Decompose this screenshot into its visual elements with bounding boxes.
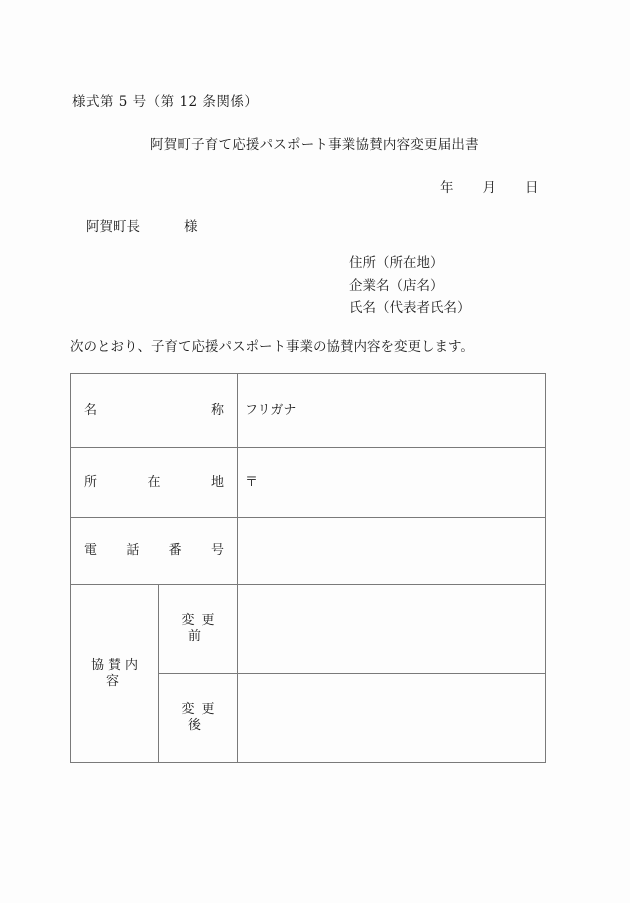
value-address[interactable] bbox=[238, 448, 546, 518]
year-label: 年 bbox=[440, 180, 454, 196]
label-name bbox=[71, 374, 238, 448]
label-char: 在 bbox=[147, 474, 161, 490]
applicant-company-label: 企業名（店名） bbox=[349, 277, 444, 294]
addressee-honorific: 様 bbox=[184, 219, 198, 235]
month-label: 月 bbox=[482, 180, 496, 196]
intro-text: 次のとおり、子育て応援パスポート事業の協賛内容を変更します。 bbox=[70, 339, 474, 355]
label-sponsorship-text: 協賛内容 bbox=[90, 657, 142, 689]
table-row-phone bbox=[71, 518, 546, 585]
form-number: 様式第 5 号（第 12 条関係） bbox=[72, 94, 259, 110]
value-name[interactable] bbox=[238, 374, 546, 448]
value-phone[interactable] bbox=[238, 518, 546, 585]
applicant-block bbox=[349, 252, 471, 320]
applicant-address-label: 住所（所在地） bbox=[349, 255, 444, 271]
label-char: 所 bbox=[84, 474, 98, 490]
label-sponsorship bbox=[71, 585, 159, 763]
label-change-before-text: 変更前 bbox=[181, 613, 222, 644]
label-phone bbox=[71, 518, 238, 585]
label-address bbox=[71, 448, 238, 518]
label-char: 名 bbox=[84, 402, 98, 418]
label-char: 番 bbox=[168, 543, 182, 559]
value-change-before[interactable] bbox=[238, 585, 546, 674]
date-line bbox=[440, 176, 539, 196]
label-char: 地 bbox=[210, 474, 224, 490]
label-change-after-text: 変更後 bbox=[181, 702, 222, 733]
label-char: 話 bbox=[126, 543, 140, 559]
value-change-after[interactable] bbox=[238, 674, 546, 763]
label-char: 称 bbox=[210, 402, 224, 418]
postal-code-icon: 〒 bbox=[245, 474, 259, 490]
furigana-hint: フリガナ bbox=[245, 402, 297, 418]
applicant-representative-label: 氏名（代表者氏名） bbox=[349, 300, 471, 316]
addressee-name: 阿賀町長 bbox=[86, 219, 140, 235]
day-label: 日 bbox=[525, 180, 539, 196]
addressee bbox=[86, 215, 198, 235]
page-title: 阿賀町子育て応援パスポート事業協賛内容変更届出書 bbox=[150, 137, 479, 153]
table-row-name bbox=[71, 374, 546, 448]
label-char: 電 bbox=[84, 543, 98, 559]
table-row-address bbox=[71, 448, 546, 518]
table-row-change-before bbox=[71, 585, 546, 674]
label-change-before bbox=[159, 585, 238, 674]
label-char: 号 bbox=[210, 543, 224, 559]
label-change-after bbox=[159, 674, 238, 763]
sponsorship-change-table bbox=[70, 373, 546, 763]
